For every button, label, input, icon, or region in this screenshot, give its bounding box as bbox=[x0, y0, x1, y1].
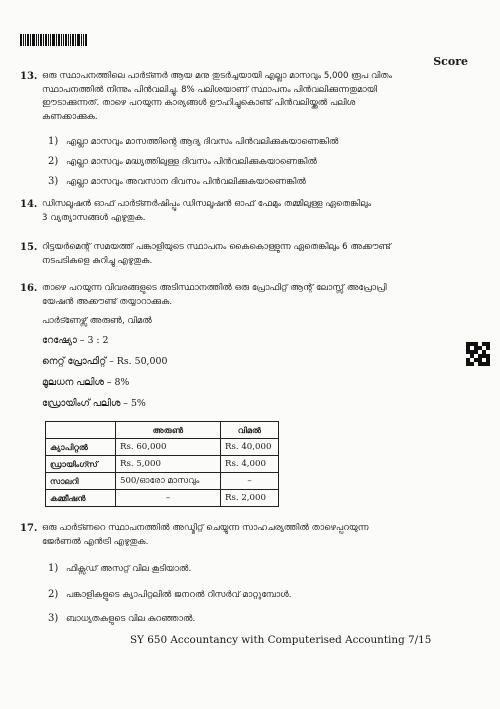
barcode-bar bbox=[61, 34, 62, 46]
barcode-bar bbox=[68, 34, 69, 46]
option-text: എല്ലാ മാസവും അവസാന ദിവസം പിൻവലിക്കുകയാണെങ്കിൽ bbox=[66, 177, 306, 187]
question-15 bbox=[20, 241, 480, 271]
option-number: 1) bbox=[48, 136, 59, 147]
question-text-line: താഴെ പറയുന്ന വിവരങ്ങളുടെ അടിസ്ഥാനത്തിൽ ഒരു പ്രോഫിറ്റ് ആന്റ് ലോസ്സ് അപ്രോപ്രി bbox=[42, 283, 387, 293]
vimal-cell: Rs. 4,000 bbox=[221, 456, 279, 473]
barcode-bar bbox=[30, 34, 31, 46]
barcode-bar bbox=[81, 34, 82, 46]
question-text-line: ഈടാക്കുന്നത്. താഴെ പറയുന്ന കാര്യങ്ങൾ ഊഹിച്ചുകൊണ്ട് പിൻവലിയ്ക്കൽ പലിശ bbox=[42, 98, 356, 109]
question-text-line: യേഷൻ അക്കൗണ്ട് തയ്യാറാക്കുക. bbox=[42, 296, 173, 307]
question-text bbox=[42, 522, 472, 549]
barcode-bar bbox=[72, 34, 74, 46]
question-number: 16. bbox=[20, 283, 38, 294]
option-text: ബാധ്യതകളുടെ വില കുറഞ്ഞാൽ. bbox=[66, 614, 196, 624]
barcode-bar bbox=[65, 34, 67, 46]
question-text-line: ജേർണൽ എൻട്രി എഴുതുക. bbox=[42, 536, 149, 547]
barcode-bar bbox=[45, 34, 47, 46]
barcode-bar bbox=[50, 34, 51, 46]
question-text-line: 3 വ്യത്യാസങ്ങൾ എഴുതുക. bbox=[42, 212, 146, 223]
arun-cell: Rs. 5,000 bbox=[116, 456, 221, 473]
vimal-cell: Rs. 2,000 bbox=[221, 490, 279, 507]
partners-table bbox=[45, 421, 279, 507]
table-header-cell bbox=[46, 422, 116, 439]
vimal-cell: – bbox=[221, 473, 279, 490]
question-16 bbox=[20, 282, 480, 312]
barcode-bar bbox=[36, 34, 37, 46]
barcode-bar bbox=[38, 34, 39, 46]
barcode-bar bbox=[52, 34, 55, 46]
question-text-line: ഒരു പാർട്ണറെ സ്ഥാപനത്തിൽ അഡ്മിറ്റ് ചെയ്യുന്ന സാഹചര്യത്തിൽ താഴെപ്പറയുന്ന bbox=[42, 523, 369, 533]
barcode-bar bbox=[43, 34, 44, 46]
net-profit-line: നെറ്റ് പ്രോഫിറ്റ് – Rs. 50,000 bbox=[42, 356, 168, 367]
option-number: 1) bbox=[48, 563, 59, 574]
barcode-bar bbox=[56, 34, 57, 46]
option-text: എല്ലാ മാസവും മദ്ധ്യത്തിലുള്ള ദിവസം പിൻവലിക്കുകയാണെങ്കിൽ bbox=[66, 157, 317, 167]
table-row bbox=[46, 490, 279, 507]
barcode-bar bbox=[85, 34, 87, 46]
row-label: കമ്മീഷൻ bbox=[46, 490, 116, 507]
table-header-cell: അരുൺ bbox=[116, 422, 221, 439]
barcode-bar bbox=[48, 34, 49, 46]
question-text bbox=[42, 241, 472, 268]
question-17 bbox=[20, 522, 480, 552]
question-text-line: റിട്ടയർമെന്റ് സമയത്ത് പങ്കാളിയുടെ സ്ഥാപനം കൈകൊള്ളുന്ന ഏതെങ്കിലും 6 അക്കൗണ്ട് bbox=[42, 242, 391, 252]
question-number: 15. bbox=[20, 242, 38, 253]
drawings-interest-line: ഡ്രോയിംഗ് പലിശ – 5% bbox=[42, 398, 146, 409]
question-number: 13. bbox=[20, 71, 38, 82]
row-label: ഡ്രായിംഗ്സ് bbox=[46, 456, 116, 473]
capital-interest-line: മൂലധന പലിശ – 8% bbox=[42, 377, 130, 388]
option-text: പങ്കാളികളുടെ ക്യാപിറ്റലിൽ ജനറൽ റിസർവ് മാറ്റുമ്പോൾ. bbox=[66, 590, 292, 600]
option-number: 2) bbox=[48, 589, 59, 600]
question-14 bbox=[20, 198, 480, 228]
question-number: 14. bbox=[20, 199, 38, 210]
barcode-bar bbox=[58, 34, 60, 46]
option-number: 3) bbox=[48, 613, 59, 624]
question-number: 17. bbox=[20, 523, 38, 534]
option-number: 2) bbox=[48, 156, 59, 167]
arun-cell: 500/ഓരോ മാസവും bbox=[116, 473, 221, 490]
option-number: 3) bbox=[48, 176, 59, 187]
option-text: ഫിക്സഡ് അസറ്റ് വില കൂടിയാൽ. bbox=[66, 564, 192, 574]
barcode-bar bbox=[40, 34, 42, 46]
table-row bbox=[46, 473, 279, 490]
barcode-bar bbox=[63, 34, 64, 46]
question-text-line: സ്ഥാപനത്തിൽ നിന്നും പിൻവലിച്ചു. 8% പലിശയാണ് സ്ഥാപനം പിൻവലിക്കുന്നതുമായി bbox=[42, 84, 378, 95]
arun-cell: – bbox=[116, 490, 221, 507]
vimal-cell: Rs. 40,000 bbox=[221, 439, 279, 456]
barcode-bar bbox=[70, 34, 71, 46]
question-text bbox=[42, 282, 472, 309]
arun-cell: Rs. 60,000 bbox=[116, 439, 221, 456]
barcode-bar bbox=[23, 34, 24, 46]
table-header-cell: വിമൽ bbox=[221, 422, 279, 439]
question-text bbox=[42, 70, 472, 124]
barcode-bar bbox=[25, 34, 26, 46]
barcode-bar bbox=[75, 34, 76, 46]
barcode-bar bbox=[32, 34, 35, 46]
row-label: സാലറി bbox=[46, 473, 116, 490]
question-text-line: ഡിസലൂഷൻ ഓഫ് പാർട്ണർഷിപ്പും ഡിസലൂഷൻ ഓഫ് ഫേമും തമ്മിലുള്ള ഏതെങ്കിലും bbox=[42, 199, 372, 209]
question-text-line: കണക്കാക്കുക. bbox=[42, 111, 98, 122]
barcode-bar bbox=[77, 34, 80, 46]
barcode bbox=[20, 34, 88, 46]
option-text: എല്ലാ മാസവും മാസത്തിന്റെ ആദ്യ ദിവസം പിൻവലിക്കുകയാണെങ്കിൽ bbox=[66, 137, 339, 147]
question-text bbox=[42, 198, 472, 225]
table-header-row bbox=[46, 422, 279, 439]
barcode-bar bbox=[20, 34, 22, 46]
qr-module bbox=[486, 362, 490, 366]
question-text-line: ഒരു സ്ഥാപനത്തിലെ പാർട്ണർ ആയ മനു തുടർച്ചയായി എല്ലാ മാസവും 5,000 രൂപ വിതം bbox=[42, 71, 393, 81]
ratio-line: റേഷ്യോ – 3 : 2 bbox=[42, 335, 109, 346]
partners-line: പാർട്ണേഴ്സ് അരുൺ, വിമൽ bbox=[42, 316, 152, 326]
barcode-bar bbox=[83, 34, 84, 46]
table-row bbox=[46, 456, 279, 473]
page-footer: SY 650 Accountancy with Computerised Accounting 7/15 bbox=[130, 634, 432, 646]
qr-code-icon bbox=[466, 342, 490, 366]
table-row bbox=[46, 439, 279, 456]
score-label: Score bbox=[433, 55, 468, 68]
question-text-line: നടപടികളെ കുറിച്ചു എഴുതുക. bbox=[42, 255, 153, 266]
row-label: ക്യാപിറ്റൽ bbox=[46, 439, 116, 456]
barcode-bar bbox=[27, 34, 29, 46]
